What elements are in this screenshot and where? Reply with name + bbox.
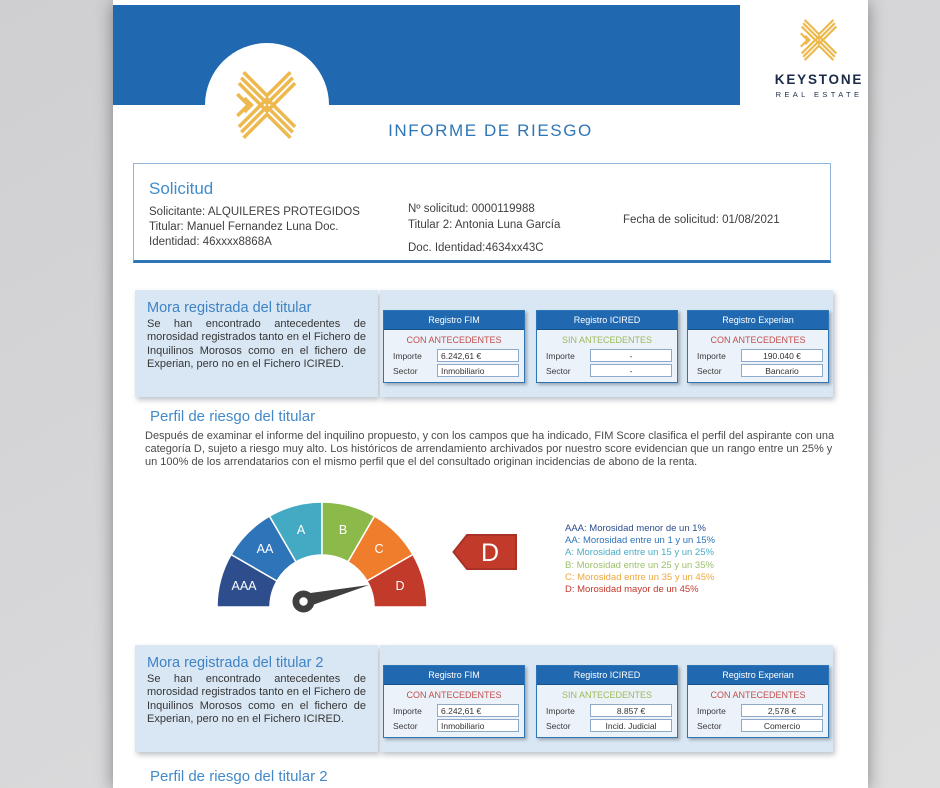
perfil2-heading: Perfil de riesgo del titular 2 xyxy=(150,768,328,785)
legend-item-d: D: Morosidad mayor de un 45% xyxy=(565,584,699,596)
brand-block xyxy=(761,16,877,99)
identidad-line: Identidad: 46xxxx8868A xyxy=(149,236,272,248)
perfil1-body: Después de examinar el informe del inquilino propuesto, y con los campos que ha indicado, FIM Score clasifica el perfil del aspirante con una categoría D, sujeto a riesgo muy alto. Los históricos de arrendamiento archivados por nuestro score evidencian que un rango entre un 25% y un 100% de los arrendatarios con el mismo perfil que el del consultado originan incidencias de abono de la renta. xyxy=(145,430,835,468)
sector-field[interactable]: - xyxy=(590,364,672,377)
importe-label: Importe xyxy=(697,705,726,716)
registry-title: Registro ICIRED xyxy=(537,311,677,330)
doc-identidad2: Doc. Identidad:4634xx43C xyxy=(408,242,544,254)
solicitud-col2 xyxy=(408,201,560,256)
sector-label: Sector xyxy=(393,720,418,731)
registry-card-fim xyxy=(383,665,525,738)
legend-item-aa: AA: Morosidad entre un 1 y un 15% xyxy=(565,535,715,547)
registry-card-experian xyxy=(687,310,829,383)
gauge-label-c: C xyxy=(374,542,384,556)
solicitud-box xyxy=(133,163,831,263)
fecha-solicitud: Fecha de solicitud: 01/08/2021 xyxy=(623,214,780,226)
risk-grade-tag xyxy=(452,532,518,572)
gauge-label-aa: AA xyxy=(256,542,274,556)
mora1-text-panel xyxy=(135,290,378,397)
legend-item-aaa: AAA: Morosidad menor de un 1% xyxy=(565,523,706,534)
importe-label: Importe xyxy=(697,350,726,361)
gauge-label-a: A xyxy=(296,523,306,537)
importe-label: Importe xyxy=(393,350,422,361)
sector-field[interactable]: Inmobiliario xyxy=(437,364,519,377)
mora1-body: Se han encontrado antecedentes de morosidad registrados tanto en el Fichero de Inquilinos Morosos como en el fichero de Experian, pero no en el Fichero ICIRED. xyxy=(147,318,366,371)
gauge-label-b: B xyxy=(338,523,348,537)
importe-field[interactable]: 6.242,61 € xyxy=(437,704,519,717)
brand-name: KEYSTONE xyxy=(774,72,864,87)
importe-field[interactable]: 2,578 € xyxy=(741,704,823,717)
registry-card-icired xyxy=(536,665,678,738)
registry-status: CON ANTECEDENTES xyxy=(710,335,806,345)
grade-letter: D xyxy=(480,539,500,567)
gauge-label-d: D xyxy=(395,579,405,593)
registry-status: CON ANTECEDENTES xyxy=(710,690,806,700)
sector-field[interactable]: Comercio xyxy=(741,719,823,732)
sector-label: Sector xyxy=(697,720,722,731)
titular2-line: Titular 2: Antonia Luna García xyxy=(408,219,561,231)
risk-legend xyxy=(565,523,715,596)
registry-title: Registro Experian xyxy=(688,311,828,330)
page-title: INFORME DE RIESGO xyxy=(388,121,593,140)
importe-field[interactable]: 6.242,61 € xyxy=(437,349,519,362)
mora2-cards-panel xyxy=(380,645,833,752)
mora2-body: Se han encontrado antecedentes de morosidad registrados tanto en el Fichero de Inquilinos Morosos como en el fichero de Experian, pero no en el Fichero ICIRED. xyxy=(147,673,366,726)
brand-tagline: REAL ESTATE xyxy=(775,90,863,99)
importe-label: Importe xyxy=(546,350,575,361)
registry-title: Registro FIM xyxy=(384,666,524,685)
sector-field[interactable]: Inmobiliario xyxy=(437,719,519,732)
registry-card-experian xyxy=(687,665,829,738)
registry-status: SIN ANTECEDENTES xyxy=(561,690,653,700)
registry-status: CON ANTECEDENTES xyxy=(406,690,502,700)
registry-status: CON ANTECEDENTES xyxy=(406,335,502,345)
importe-field[interactable]: 8.857 € xyxy=(590,704,672,717)
solicitud-col1 xyxy=(149,205,360,250)
importe-label: Importe xyxy=(546,705,575,716)
importe-field[interactable]: 190.040 € xyxy=(741,349,823,362)
logo-circle xyxy=(205,43,329,167)
registry-card-fim xyxy=(383,310,525,383)
legend-item-a: A: Morosidad entre un 15 y un 25% xyxy=(565,547,714,559)
solicitud-heading: Solicitud xyxy=(149,179,214,198)
legend-item-c: C: Morosidad entre un 35 y un 45% xyxy=(565,571,715,583)
sector-field[interactable]: Bancario xyxy=(741,364,823,377)
registry-status: SIN ANTECEDENTES xyxy=(561,335,653,345)
sector-field[interactable]: Incid. Judicial xyxy=(590,719,672,732)
mora2-text-panel xyxy=(135,645,378,752)
sector-label: Sector xyxy=(393,365,418,376)
mora1-cards-panel xyxy=(380,290,833,397)
mora1-heading: Mora registrada del titular xyxy=(147,300,312,316)
risk-gauge xyxy=(207,500,437,620)
registry-card-icired xyxy=(536,310,678,383)
registry-title: Registro FIM xyxy=(384,311,524,330)
report-page xyxy=(113,0,868,788)
gauge-needle-hub-center xyxy=(299,597,307,605)
perfil1-heading: Perfil de riesgo del titular xyxy=(150,408,316,425)
registry-title: Registro ICIRED xyxy=(537,666,677,685)
sector-label: Sector xyxy=(697,365,722,376)
registry-title: Registro Experian xyxy=(688,666,828,685)
gauge-label-aaa: AAA xyxy=(231,579,257,593)
num-solicitud: Nº solicitud: 0000119988 xyxy=(408,203,535,215)
titular-line: Titular: Manuel Fernandez Luna Doc. xyxy=(149,221,339,233)
mora2-heading: Mora registrada del titular 2 xyxy=(147,655,324,671)
keystone-x-icon xyxy=(795,16,843,64)
sector-label: Sector xyxy=(546,720,571,731)
sector-label: Sector xyxy=(546,365,571,376)
solicitante-line: Solicitante: ALQUILERES PROTEGIDOS xyxy=(149,206,360,218)
importe-label: Importe xyxy=(393,705,422,716)
importe-field[interactable]: - xyxy=(590,349,672,362)
legend-item-b: B: Morosidad entre un 25 y un 35% xyxy=(565,559,714,571)
